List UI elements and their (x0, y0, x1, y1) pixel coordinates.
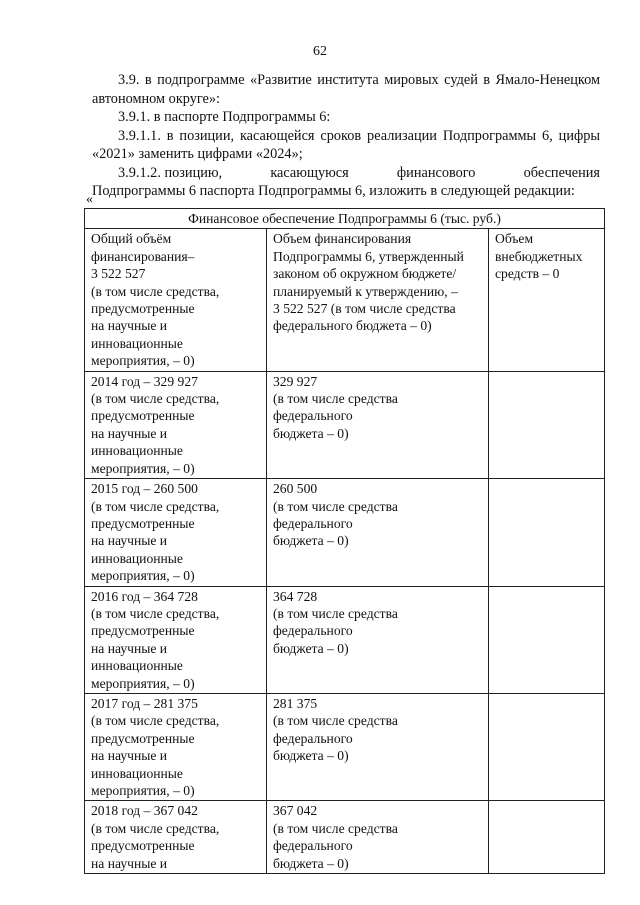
table-header-row (85, 229, 605, 371)
table-row (85, 801, 605, 874)
year-program-cell: 260 500 (в том числе средства федерального бюджета – 0) (267, 479, 489, 586)
financing-table (84, 208, 605, 874)
table-row (85, 371, 605, 478)
paragraph-3-9-1-2-line1 (92, 164, 600, 183)
year-program-cell: 281 375 (в том числе средства федерального бюджета – 0) (267, 693, 489, 800)
year-total-cell: 2016 год – 364 728 (в том числе средства, предусмотренные на научные и инновационные мероприятия, – 0) (85, 586, 267, 693)
year-extrabudgetary-cell (489, 693, 605, 800)
page-number: 62 (313, 44, 327, 59)
paragraph-3-9-1-1: 3.9.1.1. в позиции, касающейся сроков реализации Подпрограммы 6, цифры «2021» заменить цифрами «2024»; (92, 127, 600, 162)
table-caption-row (85, 209, 605, 229)
word: обеспечения (523, 164, 600, 181)
opening-quote: « (86, 192, 93, 207)
table-row (85, 479, 605, 586)
table-row (85, 693, 605, 800)
year-total-cell: 2014 год – 329 927 (в том числе средства, предусмотренные на научные и инновационные мероприятия, – 0) (85, 371, 267, 478)
word: финансового (396, 164, 476, 181)
year-program-cell: 364 728 (в том числе средства федерального бюджета – 0) (267, 586, 489, 693)
extrabudgetary-cell: Объем внебюджетных средств – 0 (489, 229, 605, 371)
table-row (85, 586, 605, 693)
program-financing-cell: Объем финансирования Подпрограммы 6, утвержденный законом об окружном бюджете/ планируемый к утверждению, – 3 522 527 (в том числе средства федерального бюджета – 0) (267, 229, 489, 371)
year-extrabudgetary-cell (489, 801, 605, 874)
total-financing-cell: Общий объём финансирования– 3 522 527 (в том числе средства, предусмотренные на научные и инновационные мероприятия, – 0) (85, 229, 267, 371)
word: 3.9.1.2. позицию, (118, 164, 223, 181)
year-extrabudgetary-cell (489, 479, 605, 586)
year-total-cell: 2018 год – 367 042 (в том числе средства, предусмотренные на научные и (85, 801, 267, 874)
year-extrabudgetary-cell (489, 586, 605, 693)
year-program-cell: 329 927 (в том числе средства федерального бюджета – 0) (267, 371, 489, 478)
intro-text (92, 71, 600, 201)
year-program-cell: 367 042 (в том числе средства федерального бюджета – 0) (267, 801, 489, 874)
table-caption: Финансовое обеспечение Подпрограммы 6 (тыс. руб.) (85, 209, 605, 229)
year-extrabudgetary-cell (489, 371, 605, 478)
year-total-cell: 2017 год – 281 375 (в том числе средства, предусмотренные на научные и инновационные мероприятия, – 0) (85, 693, 267, 800)
paragraph-3-9-1-2-line2: Подпрограммы 6 паспорта Подпрограммы 6, изложить в следующей редакции: (92, 183, 575, 199)
paragraph-3-9-1: 3.9.1. в паспорте Подпрограммы 6: (118, 109, 331, 125)
paragraph-3-9: 3.9. в подпрограмме «Развитие института мировых судей в Ямало-Ненецком автономном округе»: (92, 72, 600, 107)
year-total-cell: 2015 год – 260 500 (в том числе средства, предусмотренные на научные и инновационные мероприятия, – 0) (85, 479, 267, 586)
word: касающуюся (270, 164, 349, 181)
